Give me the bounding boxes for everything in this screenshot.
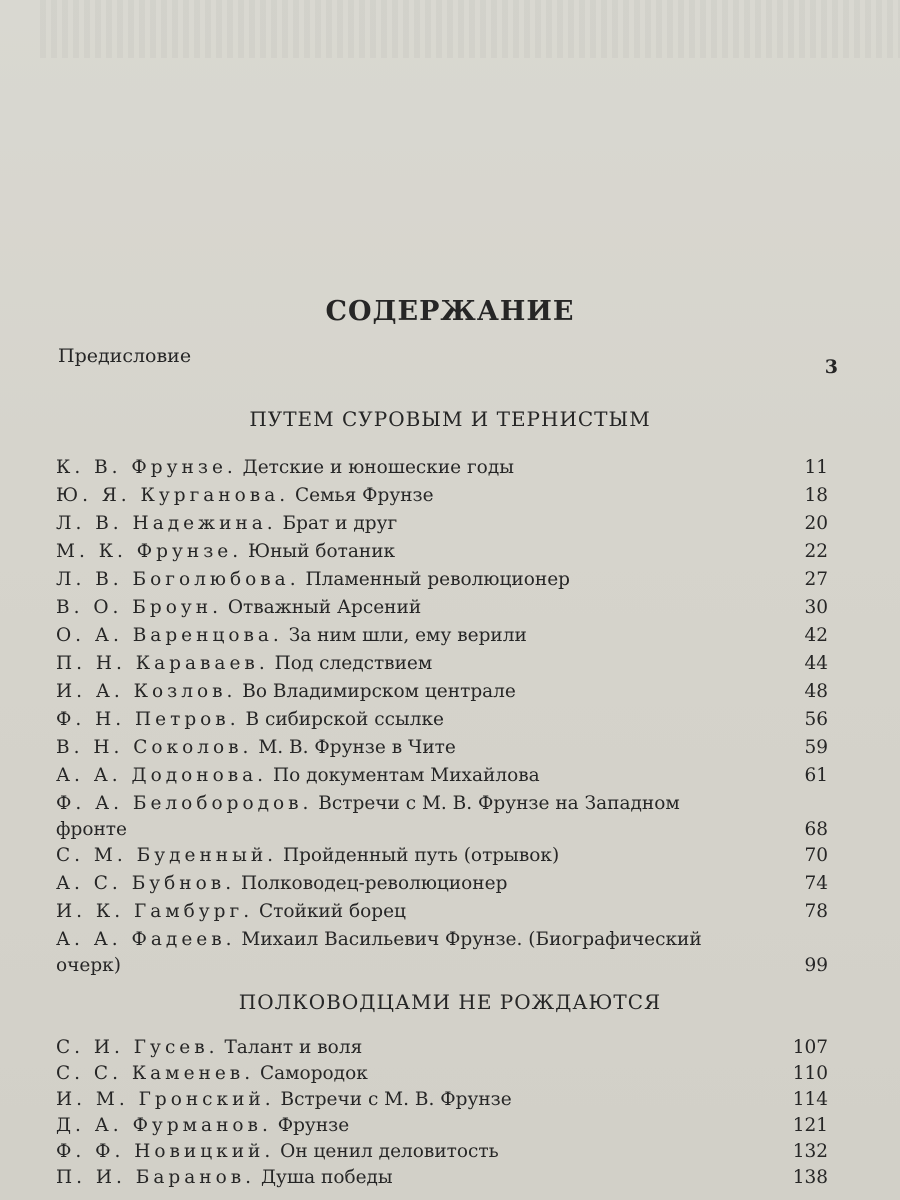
toc-entry bbox=[56, 595, 828, 621]
toc-entry-text bbox=[56, 1087, 828, 1113]
toc-entry-page-number: 27 bbox=[804, 569, 828, 590]
toc-entry-author: В. Н. Соколов. bbox=[56, 737, 253, 758]
toc-entry-page-number: 114 bbox=[792, 1089, 828, 1110]
toc-entry-title: Семья Фрунзе bbox=[295, 485, 434, 506]
toc-entry-text bbox=[56, 791, 828, 843]
toc-entry-text bbox=[56, 927, 828, 979]
toc-entry-text bbox=[56, 707, 828, 733]
toc-entry bbox=[56, 679, 828, 705]
toc-entry-text bbox=[56, 539, 828, 565]
toc-entry bbox=[56, 763, 828, 789]
toc-entry-page-number: 42 bbox=[804, 625, 828, 646]
toc-entry bbox=[56, 1113, 828, 1139]
toc-entry-page-number: 78 bbox=[804, 901, 828, 922]
toc-entry-page-number: 121 bbox=[792, 1115, 828, 1136]
toc-entry-title: Талант и воля bbox=[224, 1037, 363, 1058]
toc-entry-page-number: 30 bbox=[804, 597, 828, 618]
toc-entry-text bbox=[56, 763, 828, 789]
toc-entry-author: С. И. Гусев. bbox=[56, 1037, 219, 1058]
toc-entry-page-number: 132 bbox=[792, 1141, 828, 1162]
toc-entry-title: М. В. Фрунзе в Чите bbox=[258, 737, 456, 758]
toc-entry-text bbox=[56, 1165, 828, 1191]
toc-entry-title: За ним шли, ему верили bbox=[288, 625, 527, 646]
toc-entry-page-number: 74 bbox=[804, 873, 828, 894]
toc-entry bbox=[56, 1061, 828, 1087]
toc-entry bbox=[56, 539, 828, 565]
toc-entry-author: А. А. Додонова. bbox=[56, 765, 268, 786]
toc-entry-page-number: 18 bbox=[804, 485, 828, 506]
toc-entry-text bbox=[56, 1139, 828, 1165]
toc-entry-text bbox=[56, 1113, 828, 1139]
toc-entry-page-number: 61 bbox=[804, 765, 828, 786]
toc-entry-page-number: 22 bbox=[804, 541, 828, 562]
toc-entry-title: Михаил Васильевич Фрунзе. (Биографический очерк) bbox=[56, 929, 702, 976]
toc-entry-author: Ф. Ф. Новицкий. bbox=[56, 1141, 275, 1162]
toc-entry-text bbox=[56, 623, 828, 649]
toc-entry bbox=[56, 1165, 828, 1191]
preface-page-number: 3 bbox=[824, 356, 838, 378]
toc-entry-author: С. С. Каменев. bbox=[56, 1063, 255, 1084]
toc-entry-page-number: 59 bbox=[804, 737, 828, 758]
toc-entry-text bbox=[56, 843, 828, 869]
toc-entry-text bbox=[56, 455, 828, 481]
toc-entry-author: И. А. Козлов. bbox=[56, 681, 237, 702]
toc-entry-author: И. М. Гронский. bbox=[56, 1089, 275, 1110]
toc-entry-author: В. О. Броун. bbox=[56, 597, 222, 618]
toc-entry-author: П. Н. Караваев. bbox=[56, 653, 269, 674]
toc-entry-text bbox=[56, 1035, 828, 1061]
toc-entry-author: А. С. Бубнов. bbox=[56, 873, 236, 894]
toc-entry-text bbox=[56, 679, 828, 705]
preface-label: Предисловие bbox=[58, 345, 192, 367]
toc-entry bbox=[56, 791, 828, 843]
toc-entry-title: Полководец-революционер bbox=[240, 873, 508, 894]
toc-entry-text bbox=[56, 899, 828, 925]
toc-entry bbox=[56, 899, 828, 925]
toc-entry-page-number: 56 bbox=[804, 709, 828, 730]
toc-entry-title: Встречи с М. В. Фрунзе на Западном фронте bbox=[56, 793, 680, 840]
toc-entry-text bbox=[56, 483, 828, 509]
toc-entry-title: Душа победы bbox=[260, 1167, 393, 1188]
toc-entry-page-number: 48 bbox=[804, 681, 828, 702]
toc-entry-title: Пламенный революционер bbox=[305, 569, 571, 590]
toc-entry-title: Брат и друг bbox=[282, 513, 398, 534]
section-heading: ПОЛКОВОДЦАМИ НЕ РОЖДАЮТСЯ bbox=[238, 990, 662, 1014]
toc-entry-title: Фрунзе bbox=[277, 1115, 350, 1136]
toc-entry-author: А. А. Фадеев. bbox=[56, 929, 236, 950]
toc-entry-author: О. А. Варенцова. bbox=[56, 625, 283, 646]
toc-entry bbox=[56, 1087, 828, 1113]
toc-entry-author: Д. А. Фурманов. bbox=[56, 1115, 272, 1136]
toc-entry bbox=[56, 651, 828, 677]
toc-entry-title: Юный ботаник bbox=[248, 541, 396, 562]
toc-entry bbox=[56, 871, 828, 897]
toc-entry-title: В сибирской ссылке bbox=[245, 709, 444, 730]
toc-entry bbox=[56, 623, 828, 649]
toc-entry-text bbox=[56, 871, 828, 897]
toc-entry-text bbox=[56, 1061, 828, 1087]
toc-entry-title: Он ценил деловитость bbox=[280, 1141, 499, 1162]
toc-entry-author: Л. В. Надежина. bbox=[56, 513, 277, 534]
toc-entry-title: Пройденный путь (отрывок) bbox=[282, 845, 560, 866]
toc-entry-title: Встречи с М. В. Фрунзе bbox=[280, 1089, 512, 1110]
toc-entry-page-number: 107 bbox=[792, 1037, 828, 1058]
toc-entry-author: Ю. Я. Курганова. bbox=[56, 485, 290, 506]
toc-entry bbox=[56, 927, 828, 979]
toc-entry-author: Ф. А. Белобородов. bbox=[56, 793, 313, 814]
toc-entry-author: Л. В. Боголюбова. bbox=[56, 569, 300, 590]
toc-entry-text bbox=[56, 567, 828, 593]
toc-entry bbox=[56, 567, 828, 593]
toc-entry bbox=[56, 511, 828, 537]
page-title: СОДЕРЖАНИЕ bbox=[325, 296, 575, 327]
toc-entry-author: П. И. Баранов. bbox=[56, 1167, 256, 1188]
toc-entry-text bbox=[56, 651, 828, 677]
toc-entry-title: Под следствием bbox=[274, 653, 433, 674]
toc-entry-title: Стойкий борец bbox=[258, 901, 406, 922]
toc-entry-page-number: 99 bbox=[804, 955, 828, 976]
toc-entry-text bbox=[56, 735, 828, 761]
section-heading: ПУТЕМ СУРОВЫМ И ТЕРНИСТЫМ bbox=[249, 407, 651, 431]
toc-entry-title: Детские и юношеские годы bbox=[242, 457, 514, 478]
toc-entry-page-number: 70 bbox=[804, 845, 828, 866]
toc-entry-author: И. К. Гамбург. bbox=[56, 901, 254, 922]
toc-entry-author: К. В. Фрунзе. bbox=[56, 457, 237, 478]
toc-entry-author: Ф. Н. Петров. bbox=[56, 709, 240, 730]
toc-entry-page-number: 44 bbox=[804, 653, 828, 674]
toc-entry-page-number: 11 bbox=[804, 457, 828, 478]
toc-entry-title: Во Владимирском централе bbox=[242, 681, 516, 702]
toc-entry bbox=[56, 735, 828, 761]
toc-entry-page-number: 20 bbox=[804, 513, 828, 534]
toc-entry-author: М. К. Фрунзе. bbox=[56, 541, 243, 562]
toc-entry-title: Отважный Арсений bbox=[227, 597, 422, 618]
toc-entry bbox=[56, 1139, 828, 1165]
toc-entry-page-number: 68 bbox=[804, 819, 828, 840]
toc-entry bbox=[56, 483, 828, 509]
toc-entry-title: Самородок bbox=[259, 1063, 368, 1084]
toc-entry-text bbox=[56, 511, 828, 537]
toc-entry bbox=[56, 1035, 828, 1061]
toc-entry-author: С. М. Буденный. bbox=[56, 845, 278, 866]
toc-entry-page-number: 110 bbox=[792, 1063, 828, 1084]
toc-entry-page-number: 138 bbox=[792, 1167, 828, 1188]
toc-entry bbox=[56, 455, 828, 481]
toc-entry-text bbox=[56, 595, 828, 621]
toc-entry bbox=[56, 707, 828, 733]
toc-entry-title: По документам Михайлова bbox=[272, 765, 540, 786]
toc-entry bbox=[56, 843, 828, 869]
